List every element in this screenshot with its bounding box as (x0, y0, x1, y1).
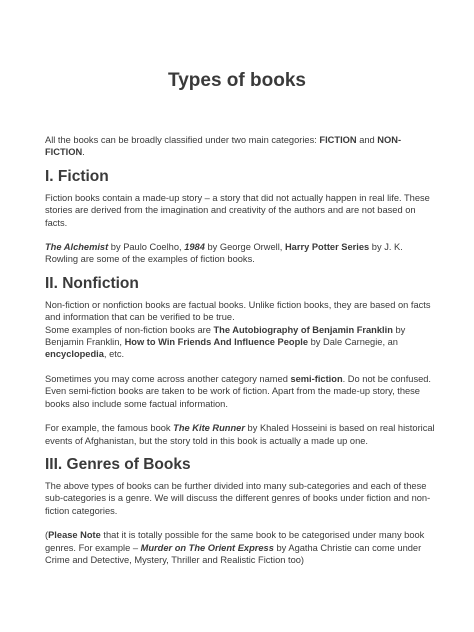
note-open: ( (45, 530, 49, 541)
note-text: that it is totally possible for the same book to be categorised under many book genres. For example – (45, 530, 425, 553)
fiction-term: FICTION (319, 135, 357, 145)
author-text: by George Orwell, (204, 242, 285, 253)
author-text: by Dale Carnegie, an (308, 337, 398, 348)
page-title: Types of books (168, 70, 306, 91)
note-end: by Agatha Christie can come under Crime and Detective, Mystery, Thriller and Realistic Fiction too) (45, 542, 422, 565)
semifiction-paragraph (45, 373, 435, 410)
book-title: 1984 (184, 242, 205, 253)
author-text: by J. K. Rowling are some of the examples of fiction books. (45, 242, 403, 265)
book-title: How to Win Friends And Influence People (124, 337, 309, 348)
fiction-heading: I. Fiction (45, 167, 109, 185)
examples-end: , etc. (103, 349, 125, 360)
book-title: The Kite Runner (173, 423, 245, 434)
note-label: Please Note (48, 530, 101, 541)
book-title: Murder on The Orient Express (140, 542, 274, 553)
genres-paragraph: The above types of books can be further divided into many sub-categories and each of these sub-categories is a genre. We will discuss the different genres of books under fiction and non-fiction categories. (45, 480, 431, 516)
nonfiction-term: NON-FICTION (45, 135, 402, 158)
genres-heading: III. Genres of Books (45, 455, 191, 473)
example-text: by Khaled Hosseini is based on real historical events of Afghanistan, but the story told in this book is actually a made up one. (45, 423, 435, 446)
book-title: The Alchemist (45, 242, 109, 253)
semifiction-intro: Sometimes you may come across another category named (45, 373, 291, 384)
intro-paragraph (45, 134, 435, 159)
semifiction-term: semi-fiction (290, 373, 343, 384)
fiction-examples (45, 241, 435, 266)
author-text: by Paulo Coelho, (108, 242, 185, 253)
examples-text: Some examples of non-fiction books are (45, 324, 214, 335)
nonfiction-paragraph: Non-fiction or nonfiction books are factual books. Unlike fiction books, they are based on facts and information that can be verified to be true. (45, 299, 431, 323)
kite-runner-paragraph (45, 422, 435, 447)
nonfiction-heading: II. Nonfiction (45, 274, 139, 292)
intro-text: All the books can be broadly classified under two main categories: (45, 135, 320, 145)
author-text: by Benjamin Franklin, (45, 324, 406, 348)
book-title: Harry Potter Series (284, 242, 370, 253)
intro-end: . (82, 147, 85, 158)
nonfiction-examples (45, 324, 435, 361)
fiction-paragraph: Fiction books contain a made-up story – a story that did not actually happen in real life. These stories are derived from the imagination and creativity of the authors and are not based on facts. (45, 192, 430, 228)
book-title: The Autobiography of Benjamin Franklin (213, 324, 393, 335)
example-intro: For example, the famous book (45, 423, 174, 434)
semifiction-text: . Do not be confused. Even semi-fiction books are taken to be work of fiction. Apart from the made-up story, these books also include some factual information. (45, 373, 432, 409)
note-paragraph (45, 529, 435, 566)
book-title: encyclopedia (45, 349, 104, 360)
intro-and: and (356, 135, 378, 145)
document-body (45, 134, 435, 566)
